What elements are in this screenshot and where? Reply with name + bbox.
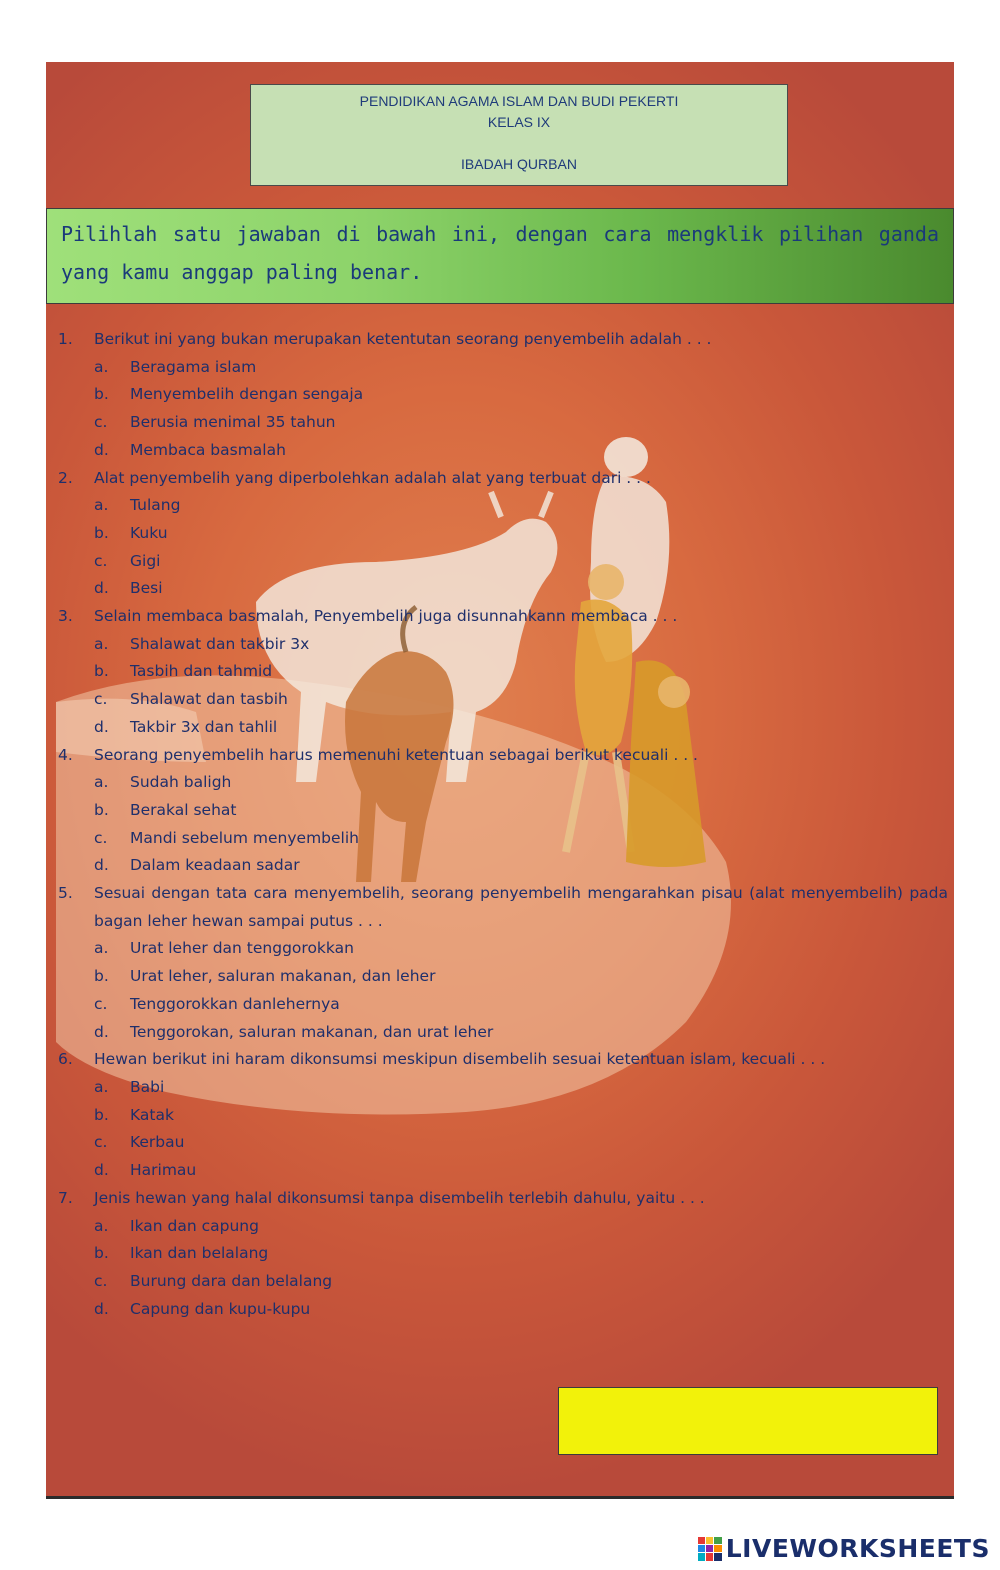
option-letter: d.	[94, 1299, 109, 1318]
question-4-option-b[interactable]	[58, 797, 948, 825]
question-7	[58, 1185, 948, 1213]
question-text: Hewan berikut ini haram dikonsumsi meskipun disembelih sesuai ketentuan islam, kecuali . . .	[94, 1050, 826, 1069]
question-1-option-d[interactable]	[58, 437, 948, 465]
question-6-option-a[interactable]	[58, 1074, 948, 1102]
option-letter: a.	[94, 496, 109, 515]
question-2-option-c[interactable]	[58, 548, 948, 576]
option-text: Takbir 3x dan tahlil	[130, 717, 278, 736]
question-4	[58, 742, 948, 770]
option-letter: a.	[94, 939, 109, 958]
question-number: 3.	[58, 607, 73, 626]
question-2-option-b[interactable]	[58, 520, 948, 548]
question-3-option-b[interactable]	[58, 658, 948, 686]
question-text: Berikut ini yang bukan merupakan ketentutan seorang penyembelih adalah . . .	[94, 330, 712, 348]
class-label: KELAS IX	[487, 114, 551, 130]
option-text: Berakal sehat	[130, 800, 237, 819]
question-5-option-b[interactable]	[58, 963, 948, 991]
subject-title: PENDIDIKAN AGAMA ISLAM DAN BUDI PEKERTI	[359, 93, 679, 109]
question-2-option-d[interactable]	[58, 575, 948, 603]
option-text: Tenggorokan, saluran makanan, dan urat leher	[130, 1022, 494, 1041]
worksheet-page	[46, 62, 954, 1498]
question-5	[58, 880, 948, 935]
question-6-option-d[interactable]	[58, 1157, 948, 1185]
option-text: Berusia menimal 35 tahun	[130, 413, 336, 432]
option-letter: c.	[94, 994, 108, 1013]
option-letter: a.	[94, 1077, 109, 1096]
option-text: Urat leher dan tenggorokkan	[130, 939, 354, 958]
question-3	[58, 603, 948, 631]
option-letter: a.	[94, 1216, 109, 1235]
option-text: Gigi	[130, 551, 161, 570]
option-text: Besi	[130, 579, 163, 598]
option-text: Sudah baligh	[130, 773, 232, 792]
option-text: Babi	[130, 1077, 165, 1096]
option-letter: b.	[94, 523, 109, 542]
option-letter: c.	[94, 551, 108, 570]
option-text: Urat leher, saluran makanan, dan leher	[130, 967, 436, 986]
question-4-option-c[interactable]	[58, 825, 948, 853]
question-7-option-d[interactable]	[58, 1296, 948, 1324]
liveworksheets-logo-icon	[698, 1537, 722, 1561]
question-text: Sesuai dengan tata cara menyembelih, seorang penyembelih mengarahkan pisau (alat menyembelih) pada bagan leher hewan sampai putus . . .	[94, 884, 948, 930]
option-text: Burung dara dan belalang	[130, 1271, 333, 1290]
option-letter: b.	[94, 800, 109, 819]
question-2-option-a[interactable]	[58, 492, 948, 520]
question-list	[58, 326, 948, 1323]
question-1-option-a[interactable]	[58, 354, 948, 382]
option-text: Tenggorokkan danlehernya	[130, 994, 340, 1013]
question-5-option-c[interactable]	[58, 991, 948, 1019]
question-text: Alat penyembelih yang diperbolehkan adalah alat yang terbuat dari . . .	[94, 468, 651, 487]
question-3-option-c[interactable]	[58, 686, 948, 714]
option-letter: b.	[94, 1105, 109, 1124]
question-7-option-c[interactable]	[58, 1268, 948, 1296]
question-3-option-a[interactable]	[58, 631, 948, 659]
option-letter: d.	[94, 440, 109, 459]
option-text: Capung dan kupu-kupu	[130, 1299, 311, 1318]
question-1	[58, 326, 948, 354]
option-letter: d.	[94, 1161, 109, 1180]
question-1-option-c[interactable]	[58, 409, 948, 437]
option-letter: b.	[94, 385, 109, 404]
option-text: Menyembelih dengan sengaja	[130, 385, 364, 404]
liveworksheets-logo	[698, 1534, 990, 1563]
option-letter: a.	[94, 357, 109, 376]
question-7-option-a[interactable]	[58, 1213, 948, 1241]
question-2	[58, 465, 948, 493]
option-letter: b.	[94, 1244, 109, 1263]
question-3-option-d[interactable]	[58, 714, 948, 742]
option-letter: d.	[94, 1022, 109, 1041]
question-number: 6.	[58, 1050, 73, 1069]
option-text: Membaca basmalah	[130, 440, 286, 459]
option-letter: d.	[94, 856, 109, 875]
question-text: Selain membaca basmalah, Penyembelih juga disunnahkann membaca . . .	[94, 607, 678, 626]
option-letter: d.	[94, 717, 109, 736]
page-bottom-border	[46, 1496, 954, 1499]
brand-name: LIVEWORKSHEETS	[725, 1534, 990, 1563]
option-text: Shalawat dan tasbih	[130, 690, 288, 709]
question-number: 7.	[58, 1188, 73, 1207]
question-7-option-b[interactable]	[58, 1240, 948, 1268]
option-letter: c.	[94, 1133, 108, 1152]
option-text: Kuku	[130, 523, 168, 542]
option-text: Tulang	[130, 496, 181, 515]
question-6-option-c[interactable]	[58, 1129, 948, 1157]
answer-box[interactable]	[558, 1387, 938, 1455]
option-text: Tasbih dan tahmid	[130, 662, 273, 681]
question-number: 5.	[58, 884, 73, 903]
instruction-text: Pilihlah satu jawaban di bawah ini, dengan cara mengklik pilihan ganda yang kamu anggap paling benar.	[61, 222, 939, 284]
option-letter: b.	[94, 662, 109, 681]
option-text: Dalam keadaan sadar	[130, 856, 300, 875]
option-letter: c.	[94, 690, 108, 709]
option-letter: c.	[94, 828, 108, 847]
question-text: Jenis hewan yang halal dikonsumsi tanpa disembelih terlebih dahulu, yaitu . . .	[94, 1188, 705, 1207]
question-4-option-a[interactable]	[58, 769, 948, 797]
question-6-option-b[interactable]	[58, 1102, 948, 1130]
question-4-option-d[interactable]	[58, 852, 948, 880]
option-text: Mandi sebelum menyembelih	[130, 828, 359, 847]
option-text: Kerbau	[130, 1133, 185, 1152]
option-letter: b.	[94, 967, 109, 986]
worksheet-header	[250, 84, 788, 186]
question-number: 4.	[58, 745, 73, 764]
option-letter: a.	[94, 773, 109, 792]
question-6	[58, 1046, 948, 1074]
topic-title: IBADAH QURBAN	[461, 156, 577, 172]
question-text: Seorang penyembelih harus memenuhi ketentuan sebagai berikut kecuali . . .	[94, 745, 698, 764]
option-text: Beragama islam	[130, 357, 257, 376]
question-number: 2.	[58, 468, 73, 487]
option-text: Katak	[130, 1105, 174, 1124]
option-text: Ikan dan capung	[130, 1216, 259, 1235]
question-number: 1.	[58, 330, 73, 348]
option-letter: c.	[94, 413, 108, 432]
option-text: Harimau	[130, 1161, 197, 1180]
option-text: Ikan dan belalang	[130, 1244, 269, 1263]
question-1-option-b[interactable]	[58, 381, 948, 409]
option-letter: c.	[94, 1271, 108, 1290]
question-5-option-d[interactable]	[58, 1019, 948, 1047]
option-letter: a.	[94, 634, 109, 653]
option-text: Shalawat dan takbir 3x	[130, 634, 310, 653]
option-letter: d.	[94, 579, 109, 598]
question-5-option-a[interactable]	[58, 935, 948, 963]
instruction-box	[46, 208, 954, 304]
